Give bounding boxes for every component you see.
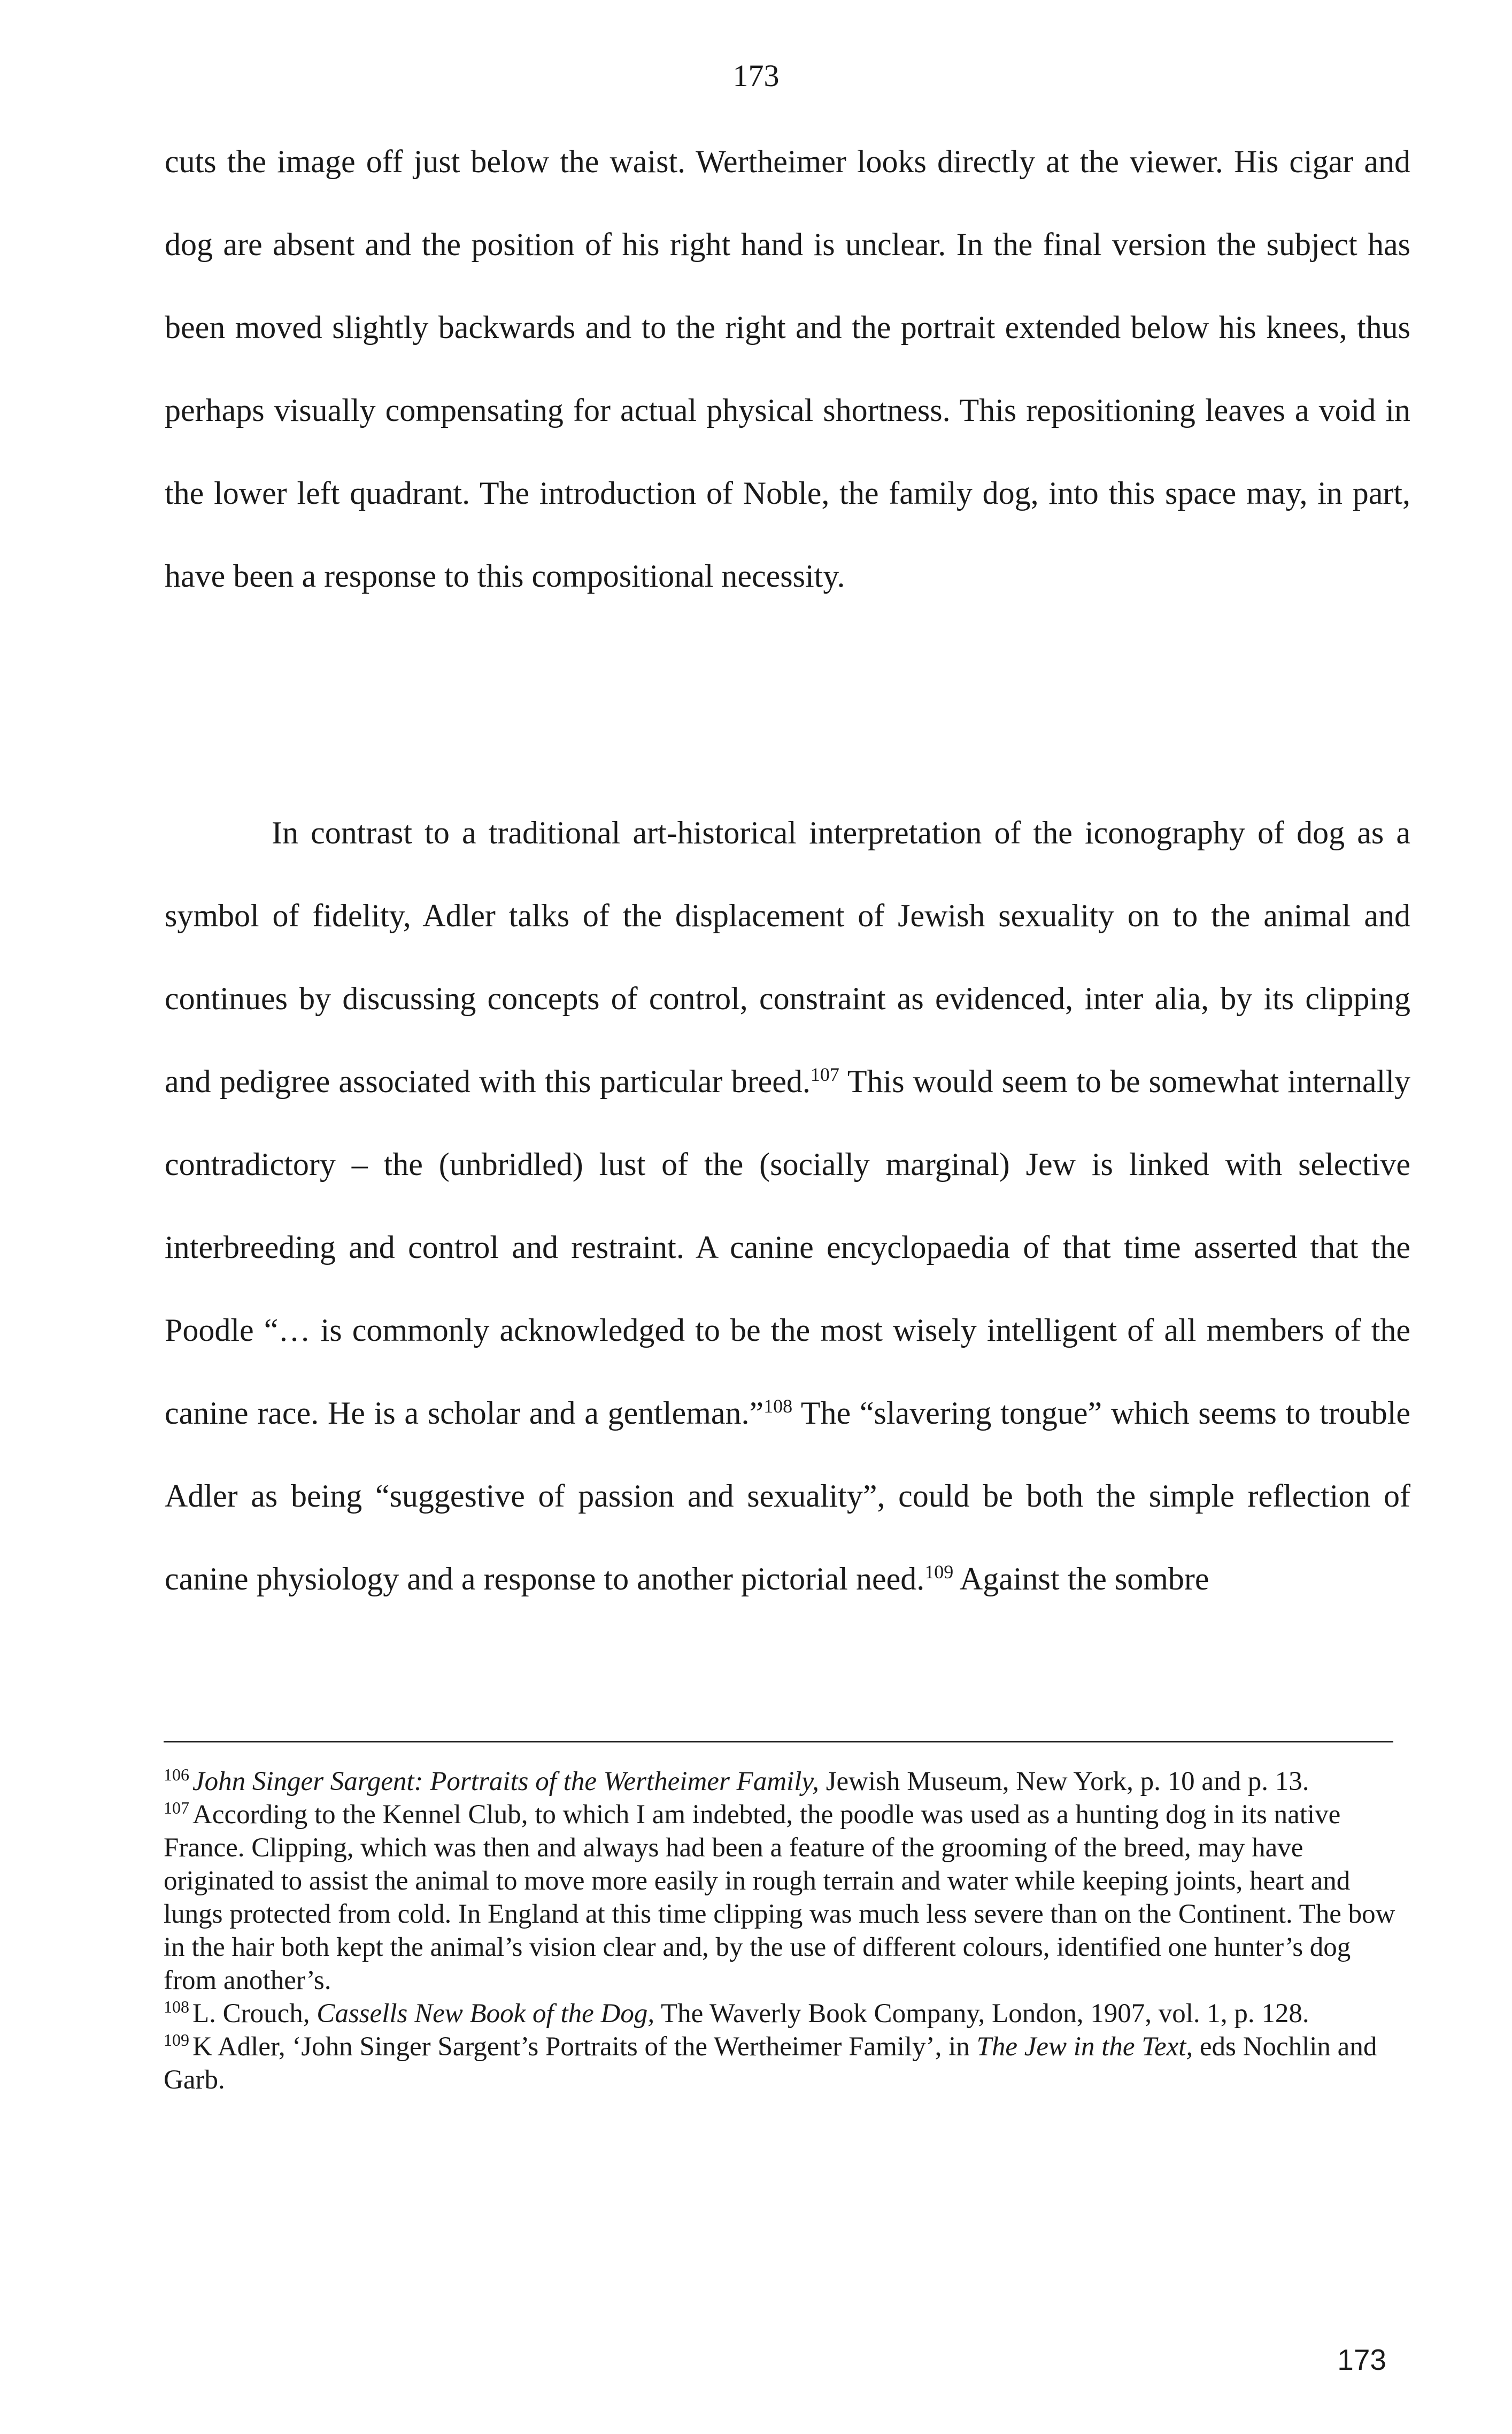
footnote-106-title: John Singer Sargent: Portraits of the Wertheimer Family, [192,1767,819,1796]
footnote-106-text: Jewish Museum, New York, p. 10 and p. 13. [819,1767,1309,1796]
footnote-106 [164,1765,1399,1798]
paragraph-1 [165,120,1410,618]
footnote-108-text: The Waverly Book Company, London, 1907, vol. 1, p. 128. [654,1999,1309,2029]
footnote-107-number: 107 [164,1798,189,1817]
footnote-109-text: eds Nochlin and Garb. [164,2032,1377,2095]
page-number-bottom: 173 [1337,2343,1386,2376]
page-number-top: 173 [732,58,780,93]
paragraph-2 [165,792,1410,1621]
paragraph-2-segment-2: This would seem to be somewhat internally contradictory – the (unbridled) lust of the (socially marginal) Jew is linked with selective interbreeding and control and restraint. A canine encyclopaedia of that time asserted that the Poodle “… is commonly acknowledged to be the most wisely intelligent of all members of the canine race. He is a scholar and a gentleman.” [165,1064,1410,1431]
paragraph-2-segment-3: The “slavering tongue” which seems to trouble Adler as being “suggestive of passion and sexuality”, could be both the simple reflection of canine physiology and a response to another pictorial need. [165,1395,1410,1596]
footnote-108 [164,1997,1399,2030]
footnote-109-title: The Jew in the Text, [976,2032,1193,2062]
paragraph-1-text: cuts the image off just below the waist. Wertheimer looks directly at the viewer. His cigar and dog are absent and the position of his right hand is unclear. In the final version the subject has been moved slightly backwards and to the right and the portrait extended below his knees, thus perhaps visually compensating for actual physical shortness. This repositioning leaves a void in the lower left quadrant. The introduction of Noble, the family dog, into this space may, in part, have been a response to this compositional necessity. [165,144,1410,594]
footnote-ref-107: 107 [810,1064,839,1085]
footnote-106-number: 106 [164,1765,189,1784]
footnote-108-author: L. Crouch, [192,1999,317,2029]
footnote-divider [164,1741,1393,1742]
footnote-107-text: According to the Kennel Club, to which I am indebted, the poodle was used as a hunting dog in its native France. Clipping, which was then and always had been a feature of the grooming of the breed, may have originated to assist the animal to move more easily in rough terrain and water while keeping joints, heart and lungs protected from cold. In England at this time clipping was much less severe than on the Continent. The bow in the hair both kept the animal’s vision clear and, by the use of different colours, identified one hunter’s dog from another’s. [164,1800,1395,1995]
footnote-108-number: 108 [164,1997,189,2016]
footnote-108-title: Cassells New Book of the Dog, [317,1999,655,2029]
footnote-109-author: K Adler, ‘John Singer Sargent’s Portraits of the Wertheimer Family’, in [192,2032,977,2062]
footnotes [164,1765,1399,2097]
footnote-109 [164,2030,1399,2097]
footnote-107 [164,1798,1399,1997]
paragraph-2-segment-1: In contrast to a traditional art-historical interpretation of the iconography of dog as a symbol of fidelity, Adler talks of the displacement of Jewish sexuality on to the animal and continues by discussing concepts of control, constraint as evidenced, inter alia, by its clipping and pedigree associated with this particular breed. [165,815,1410,1099]
footnote-ref-108: 108 [763,1395,793,1417]
paragraph-2-segment-4: Against the sombre [953,1561,1209,1596]
footnote-ref-109: 109 [924,1561,954,1583]
footnote-109-number: 109 [164,2030,189,2049]
